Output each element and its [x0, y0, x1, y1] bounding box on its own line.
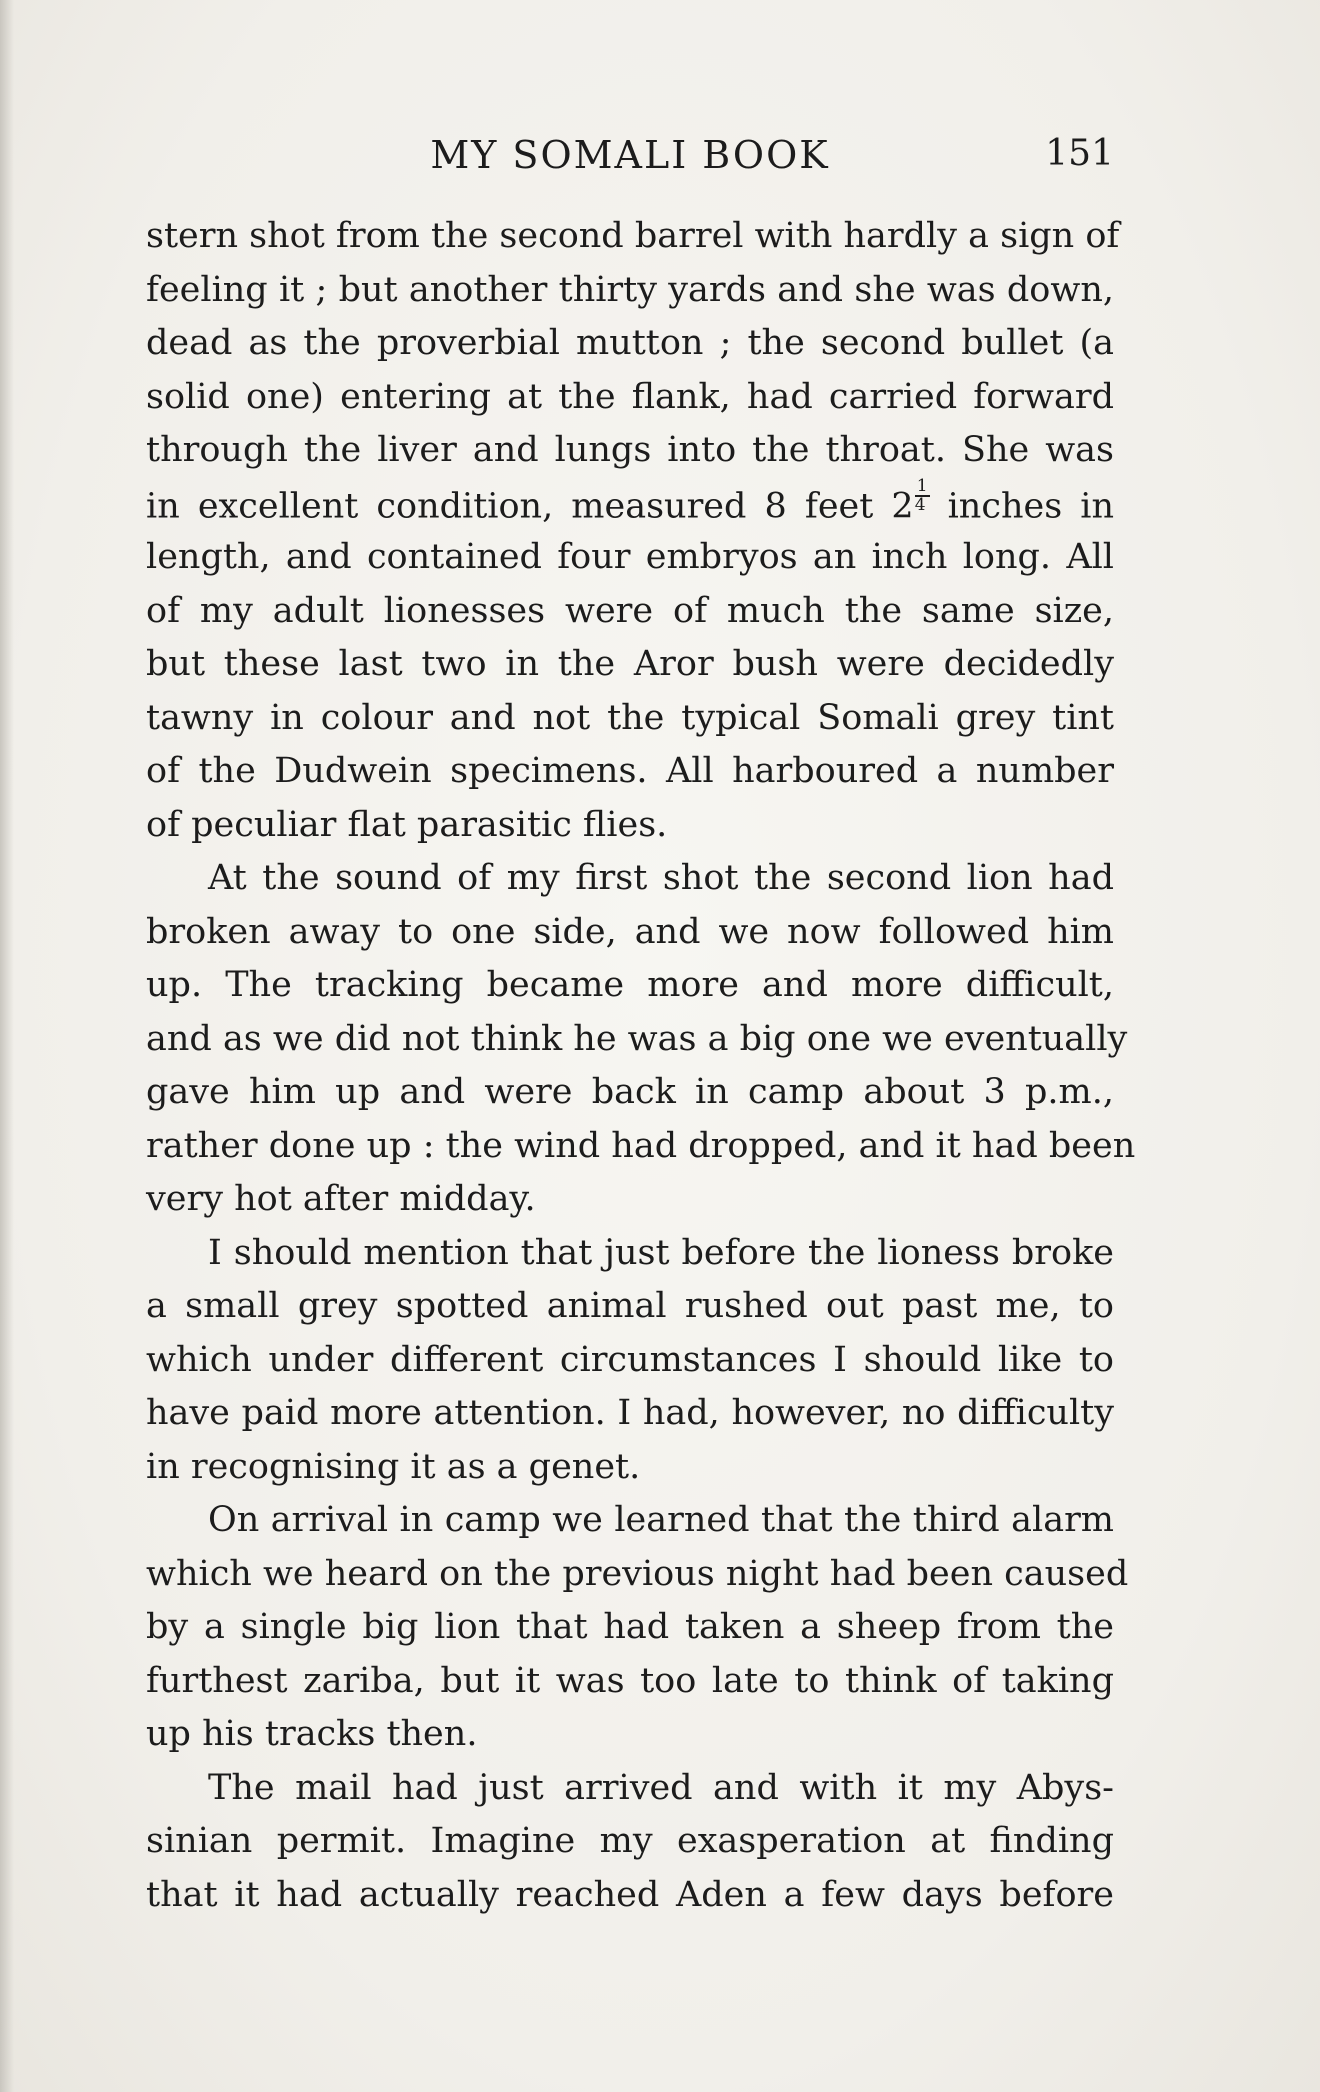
- text-line: of peculiar flat parasitic flies.: [146, 804, 668, 845]
- text-line: furthest zariba, but it was too late to think of taking: [146, 1660, 1114, 1701]
- text-line: length, and contained four embryos an inch long. All: [146, 537, 1114, 577]
- text-line: stern shot from the second barrel with hardly a sign of: [146, 216, 1120, 256]
- text-line: have paid more attention. I had, however, no difficulty: [146, 1393, 1114, 1433]
- text-line: sinian permit. Imagine my exasperation at finding: [146, 1821, 1114, 1861]
- fraction-denominator: 4: [914, 494, 926, 515]
- fraction-numerator: 1: [916, 475, 928, 496]
- text-line: At the sound of my first shot the second lion had: [208, 858, 1114, 898]
- text-line: dead as the proverbial mutton ; the second bullet (a: [146, 323, 1114, 363]
- text-line: a small grey spotted animal rushed out past me, to: [146, 1286, 1114, 1326]
- text-line-with-fraction: [146, 475, 1114, 532]
- text-line: broken away to one side, and we now followed him: [146, 911, 1114, 952]
- text-line: very hot after midday.: [146, 1179, 536, 1219]
- text-line: rather done up : the wind had dropped, and it had been: [146, 1125, 1136, 1166]
- text-line: of my adult lionesses were of much the same size,: [146, 590, 1114, 631]
- page-edge-shadow: [0, 0, 14, 2092]
- text-line: which we heard on the previous night had been caused: [146, 1553, 1129, 1594]
- text-line: which under different circumstances I should like to: [146, 1339, 1114, 1380]
- text-line: On arrival in camp we learned that the third alarm: [208, 1500, 1114, 1540]
- text-line: of the Dudwein specimens. All harboured a number: [146, 751, 1114, 791]
- body-text: [146, 210, 1136, 1922]
- text-line: and as we did not think he was a big one we eventually: [146, 1018, 1128, 1059]
- text-line: I should mention that just before the lioness broke: [208, 1232, 1114, 1273]
- running-title: MY SOMALI BOOK: [430, 133, 830, 177]
- text-line: that it had actually reached Aden a few days before: [146, 1874, 1114, 1915]
- text-line: tawny in colour and not the typical Somali grey tint: [146, 697, 1114, 738]
- running-head: [146, 128, 1114, 188]
- text-line: up. The tracking became more and more difficult,: [146, 965, 1114, 1005]
- fraction-line-after: inches in: [929, 486, 1114, 527]
- text-line: gave him up and were back in camp about 3 p.m.,: [146, 1072, 1114, 1112]
- text-line: up his tracks then.: [146, 1714, 478, 1754]
- text-line: The mail had just arrived and with it my Abys-: [208, 1767, 1114, 1808]
- fraction-one-quarter: [914, 475, 930, 515]
- text-line: by a single big lion that had taken a sheep from the: [146, 1607, 1114, 1647]
- text-line: feeling it ; but another thirty yards and she was down,: [146, 269, 1114, 310]
- fraction-line-before: in excellent condition, measured 8 feet 2: [146, 486, 914, 527]
- page-number: 151: [1045, 133, 1114, 174]
- text-line: in recognising it as a genet.: [146, 1446, 641, 1487]
- text-line: through the liver and lungs into the throat. She was: [146, 430, 1114, 470]
- text-line: but these last two in the Aror bush were decidedly: [146, 644, 1114, 684]
- text-line: solid one) entering at the flank, had carried forward: [146, 376, 1114, 417]
